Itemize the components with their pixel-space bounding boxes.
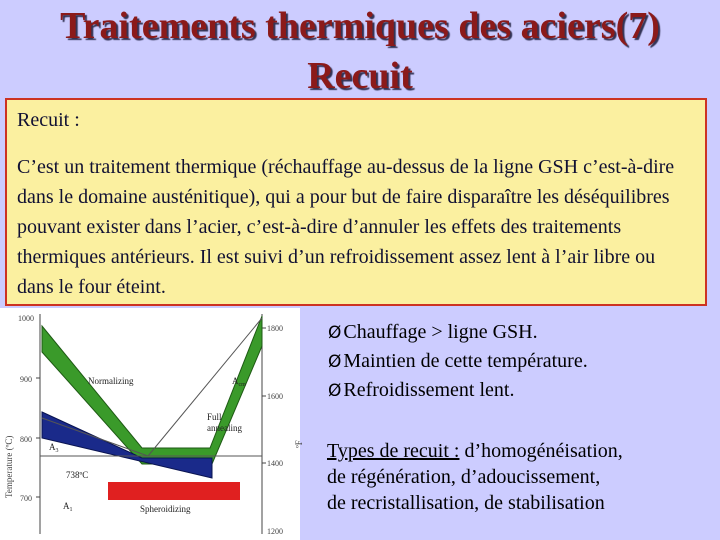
types-line1: Types de recuit : d’homogénéisation, bbox=[327, 440, 623, 462]
bullet-marker-icon: Ø bbox=[328, 381, 342, 401]
types-label: Types de recuit : bbox=[327, 440, 460, 462]
tick-700: 700 bbox=[20, 494, 32, 503]
y2-axis-label: ºF bbox=[294, 440, 304, 448]
label-a1: $A_1$ bbox=[63, 501, 73, 513]
definition-box bbox=[5, 98, 707, 306]
tick-1800: 1800 bbox=[267, 324, 283, 333]
label-full: Full bbox=[207, 412, 222, 422]
definition-heading: Recuit : bbox=[17, 109, 80, 131]
tick-900: 900 bbox=[20, 375, 32, 384]
tick-1400: 1400 bbox=[267, 459, 283, 468]
tick-800: 800 bbox=[20, 435, 32, 444]
types-line3: de recristallisation, de stabilisation bbox=[327, 492, 605, 514]
label-a3: $A_3$ bbox=[49, 442, 59, 454]
bullet-item: Ø Chauffage > ligne GSH. bbox=[328, 321, 538, 343]
label-normalizing: Normalizing bbox=[88, 376, 134, 386]
label-spheroidizing: Spheroidizing bbox=[140, 504, 191, 514]
label-acm: $A_{cm}$ bbox=[232, 376, 246, 388]
spheroidizing-band bbox=[108, 482, 240, 500]
bullet-list bbox=[328, 318, 718, 405]
label-738c: 738ºC bbox=[66, 470, 89, 480]
bullet-marker-icon: Ø bbox=[328, 352, 342, 372]
label-annealing: annealing bbox=[207, 423, 242, 433]
definition-text: C’est un traitement thermique (réchauffage au-dessus de la ligne GSH c’est-à-dire dans le domaine austénitique), qui a pour but de faire disparaître les déséquilibres pouvant exister dans l’acier, c’est-à-dire d’annuler les effets des traitements thermiques antérieurs. Il est suivi d’un refroidissement assez lent à l’air libre ou dans le four éteint. bbox=[17, 156, 675, 298]
bullet-item: Ø Maintien de cette température. bbox=[328, 350, 588, 372]
types-line2: de régénération, d’adoucissement, bbox=[327, 466, 601, 488]
tick-1200: 1200 bbox=[267, 527, 283, 536]
annealing-diagram bbox=[0, 308, 304, 540]
bullet-item: Ø Refroidissement lent. bbox=[328, 379, 515, 401]
slide-title-line2: Recuit bbox=[307, 55, 413, 97]
y-axis-label: Temperature (ºC) bbox=[4, 435, 14, 498]
bullet-marker-icon: Ø bbox=[328, 323, 342, 343]
slide-title-line1: Traitements thermiques des aciers(7) bbox=[60, 5, 660, 47]
tick-1000: 1000 bbox=[18, 314, 34, 323]
annealing-types bbox=[327, 438, 719, 516]
tick-1600: 1600 bbox=[267, 392, 283, 401]
